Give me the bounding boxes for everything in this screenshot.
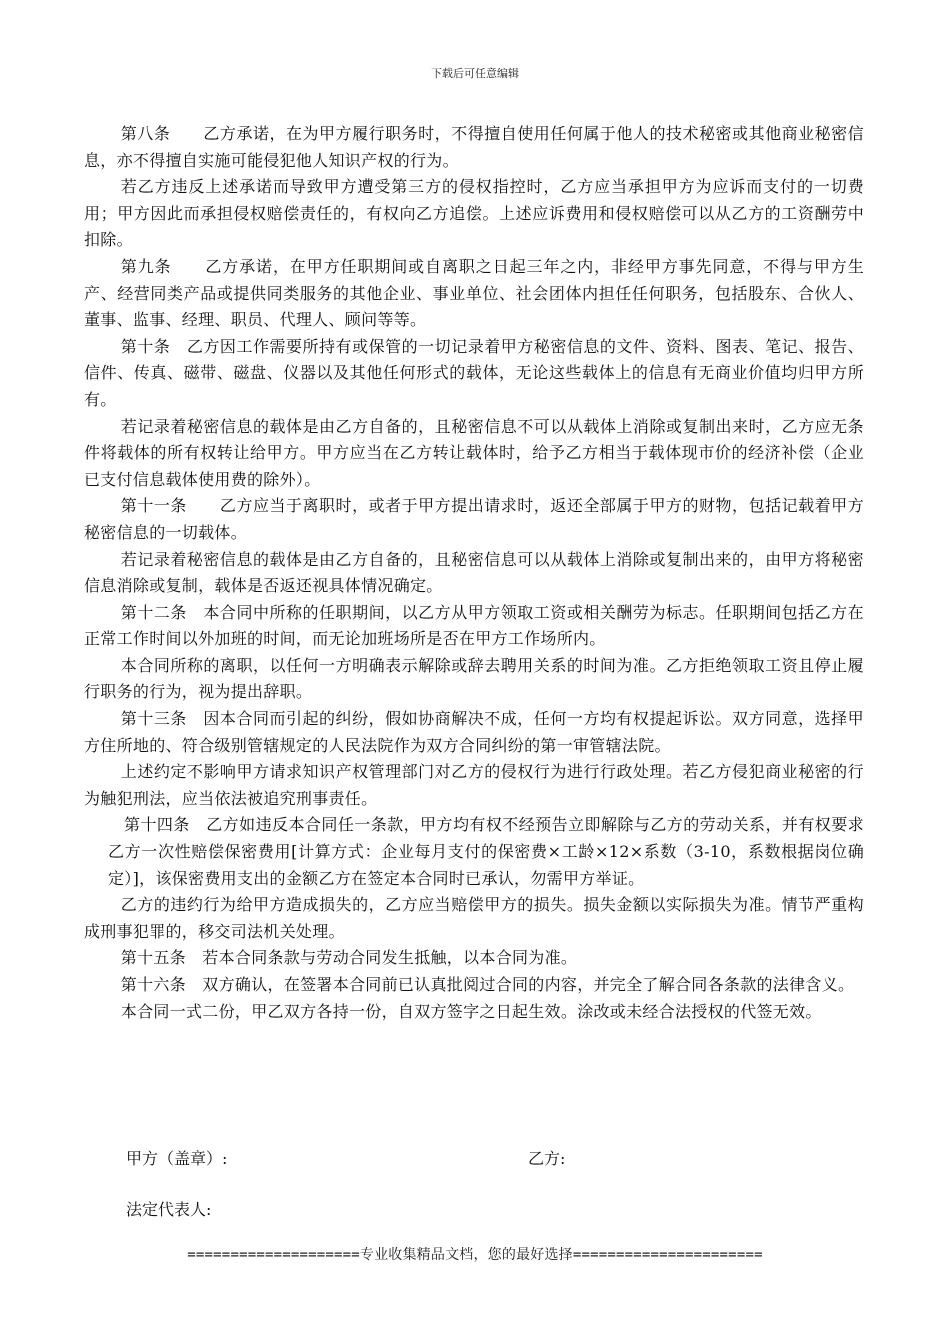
clause-10: 第十条 乙方因工作需要所持有或保管的一切记录着甲方秘密信息的文件、资料、图表、笔记、报告、信件、传真、磁带、磁盘、仪器以及其他任何形式的载体，无论这些载体上的信息有无商业价值均归甲方所有。	[84, 336, 864, 409]
clause-11: 第十一条 乙方应当于离职时，或者于甲方提出请求时，返还全部属于甲方的财物，包括记载着甲方秘密信息的一切载体。	[84, 496, 864, 542]
clause-8: 第八条 乙方承诺，在为甲方履行职务时，不得擅自使用任何属于他人的技术秘密或其他商业秘密信息，亦不得擅自实施可能侵犯他人知识产权的行为。	[84, 124, 864, 170]
clause-14-detail: 乙方的违约行为给甲方造成损失的，乙方应当赔偿甲方的损失。损失金额以实际损失为准。情节严重构成刑事犯罪的，移交司法机关处理。	[84, 895, 864, 941]
page-footer: ====================专业收集精品文档，您的最好选择======================	[187, 1247, 763, 1263]
clause-16-detail: 本合同一式二份，甲乙双方各持一份，自双方签字之日起生效。涂改或未经合法授权的代签无效。	[120, 1001, 822, 1021]
clause-12-detail: 本合同所称的离职，以任何一方明确表示解除或辞去聘用关系的时间为准。乙方拒绝领取工资且停止履行职务的行为，视为提出辞职。	[84, 655, 864, 702]
page-header: 下载后可任意编辑	[431, 67, 519, 80]
clause-14: 第十四条 乙方如违反本合同任一条款，甲方均有权不经预告立即解除与乙方的劳动关系，并有权要求乙方一次性赔偿保密费用[计算方式：企业每月支付的保密费×工龄×12×系数（3-10，系数根据岗位确定）]，该保密费用支出的金额乙方在签定本合同时已承认，勿需甲方举证。	[108, 815, 864, 888]
clause-15: 第十五条 若本合同条款与劳动合同发生抵触，以本合同为准。	[120, 948, 578, 968]
clause-12: 第十二条 本合同中所称的任职期间，以乙方从甲方领取工资或相关酬劳为标志。任职期间包括乙方在正常工作时间以外加班的时间，而无论加班场所是否在甲方工作场所内。	[84, 602, 864, 649]
clause-9: 第九条 乙方承诺，在甲方任职期间或自离职之日起三年之内，非经甲方事先同意，不得与甲方生产、经营同类产品或提供同类服务的其他企业、事业单位、社会团体内担任任何职务，包括股东、合伙人、董事、监事、经理、职员、代理人、顾问等等。	[84, 256, 864, 330]
clause-13-detail: 上述约定不影响甲方请求知识产权管理部门对乙方的侵权行为进行行政处理。若乙方侵犯商业秘密的行为触犯刑法，应当依法被追究刑事责任。	[84, 762, 864, 808]
clause-8-detail: 若乙方违反上述承诺而导致甲方遭受第三方的侵权指控时，乙方应当承担甲方为应诉而支付的一切费用；甲方因此而承担侵权赔偿责任的，有权向乙方追偿。上述应诉费用和侵权赔偿可以从乙方的工资酬劳中扣除。	[84, 177, 864, 250]
party-b-signature-label: 乙方:	[528, 1149, 566, 1168]
party-a-signature-label: 甲方（盖章）:	[126, 1149, 228, 1168]
clause-16: 第十六条 双方确认，在签署本合同前已认真批阅过合同的内容，并完全了解合同各条款的法律含义。	[120, 975, 855, 994]
contract-body	[84, 121, 864, 1025]
clause-13: 第十三条 因本合同而引起的纠纷，假如协商解决不成，任何一方均有权提起诉讼。双方同意，选择甲方住所地的、符合级别管辖规定的人民法院作为双方合同纠纷的第一审管辖法院。	[84, 709, 864, 755]
legal-representative-label: 法定代表人:	[126, 1200, 212, 1219]
clause-11-detail: 若记录着秘密信息的载体是由乙方自备的，且秘密信息可以从载体上消除或复制出来的，由甲方将秘密信息消除或复制，载体是否返还视具体情况确定。	[84, 549, 864, 596]
clause-10-detail: 若记录着秘密信息的载体是由乙方自备的，且秘密信息不可以从载体上消除或复制出来时，乙方应无条件将载体的所有权转让给甲方。甲方应当在乙方转让载体时，给予乙方相当于载体现市价的经济补偿（企业已支付信息载体使用费的除外）。	[84, 416, 864, 489]
